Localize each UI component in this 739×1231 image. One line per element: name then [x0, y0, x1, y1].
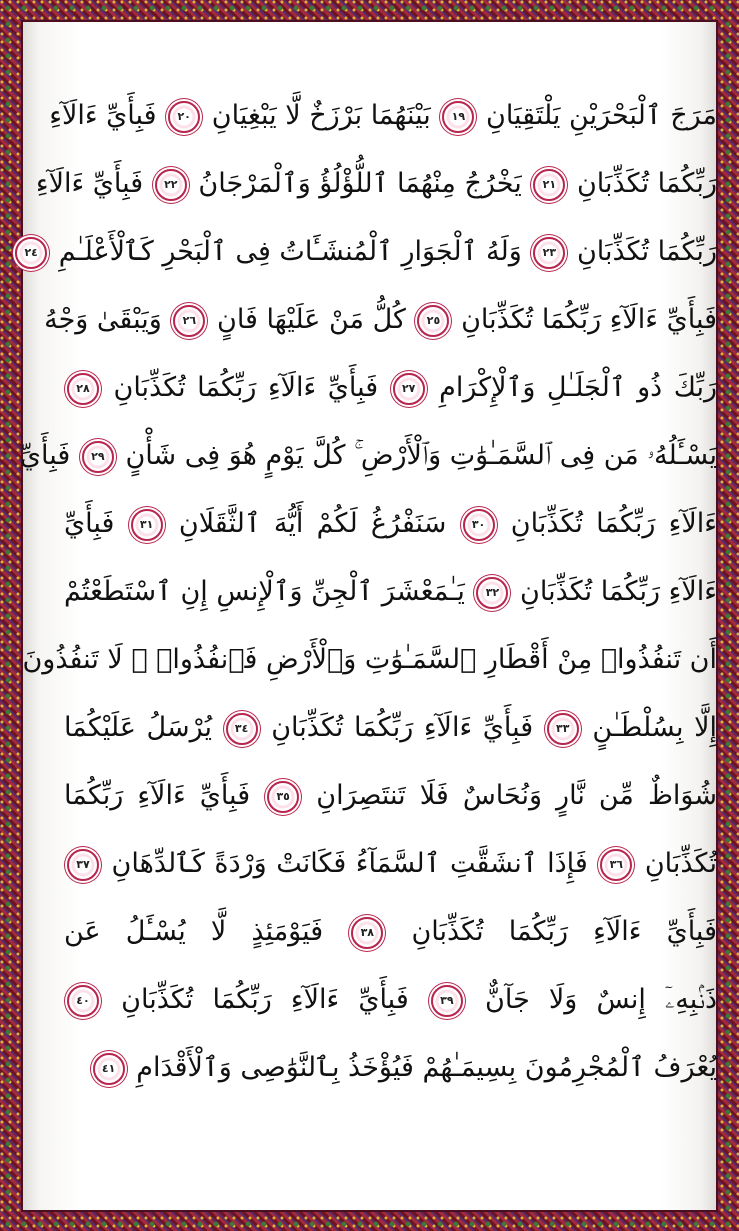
ayah-number: ٣٨: [360, 926, 375, 939]
ayah-number-marker: [442, 101, 474, 133]
verse-segment: سَنَفْرُغُ لَكُمْ أَيُّهَ ٱلثَّقَلَانِ: [178, 508, 447, 539]
verse-segment: فَبِأَيِّ ءَالَآءِ: [35, 168, 144, 199]
mushaf-page: [21, 20, 718, 1212]
verse-segment: أَن تَنفُذُوا۟ مِنْ أَقْطَارِ ٱلسَّمَـٰوَٰتِ وَٱلْأَرْضِ فَٱنفُذُوا۟ ۚ لَا تَنفُذُونَ: [22, 644, 717, 675]
ayah-number-marker: [168, 101, 200, 133]
ayah-number: ٣٢: [485, 586, 500, 599]
verse-segment: شُوَاظٌ مِّن نَّارٍ وَنُحَاسٌ فَلَا تَنتَصِرَانِ: [316, 780, 717, 811]
ayah-number: ٢٣: [542, 246, 557, 259]
ayah-number: ٢٦: [182, 314, 197, 327]
ayah-number: ٢٠: [177, 110, 191, 123]
ayah-number: ٢٢: [164, 178, 178, 191]
verse-segment: فَبِأَيِّ: [64, 508, 115, 539]
verse-segment: يُعْرَفُ ٱلْمُجْرِمُونَ بِسِيمَـٰهُمْ فَيُؤْخَذُ بِٱلنَّوَٰصِى وَٱلْأَقْدَامِ: [136, 1052, 717, 1083]
ayah-number: ٣٦: [609, 858, 623, 871]
ayah-number: ٢١: [542, 178, 557, 191]
ayah-number: ٣٥: [276, 790, 290, 803]
verse-segment: يَخْرُجُ مِنْهُمَا ٱللُّؤْلُؤُ وَٱلْمَرْجَانُ: [198, 168, 522, 199]
text-line: [49, 82, 717, 150]
verse-segment: رَبِّكُمَا تُكَذِّبَانِ: [576, 168, 717, 199]
verse-segment: فَبِأَيِّ: [19, 440, 71, 471]
verse-segment: بَيْنَهُمَا بَرْزَخٌ لَّا يَبْغِيَانِ: [211, 100, 431, 131]
verse-segment: إِلَّا بِسُلْطَـٰنٍ: [592, 712, 717, 743]
text-line: [22, 626, 717, 694]
verse-segment: فَبِأَيِّ ءَالَآءِ رَبِّكُمَا: [64, 780, 251, 811]
ayah-number: ٢٥: [426, 314, 441, 327]
verse-segment: وَلَهُ ٱلْجَوَارِ ٱلْمُنشَـَٔاتُ فِى ٱلْبَحْرِ كَٱلْأَعْلَـٰمِ: [58, 236, 522, 267]
ayah-number-marker: [431, 985, 463, 1017]
ayah-number-marker: [173, 305, 205, 337]
ayah-number-marker: [15, 237, 47, 269]
text-line: [64, 354, 717, 422]
ayah-number-marker: [600, 849, 632, 881]
text-line: [64, 898, 717, 966]
verse-text-block: [19, 82, 717, 1102]
ayah-number-marker: [463, 509, 495, 541]
ayah-number: ٢٧: [401, 382, 416, 395]
ayah-number-marker: [67, 985, 99, 1017]
ayah-number-marker: [393, 373, 425, 405]
verse-segment: فَبِأَيِّ ءَالَآءِ رَبِّكُمَا تُكَذِّبَانِ: [411, 916, 717, 947]
verse-segment: فَيَوْمَئِذٍ لَّا يُسْـَٔلُ عَن: [64, 916, 324, 947]
verse-segment: رَبِّكَ ذُو ٱلْجَلَـٰلِ وَٱلْإِكْرَامِ: [439, 372, 717, 403]
verse-segment: فَبِأَيِّ ءَالَآءِ رَبِّكُمَا تُكَذِّبَانِ: [121, 984, 409, 1015]
ayah-number-marker: [417, 305, 449, 337]
ayah-number: ٣٩: [440, 994, 454, 1007]
verse-segment: تُكَذِّبَانِ: [644, 848, 717, 879]
verse-segment: رَبِّكُمَا تُكَذِّبَانِ: [576, 236, 717, 267]
ayah-number-marker: [547, 713, 579, 745]
verse-segment: فَبِأَيِّ ءَالَآءِ: [49, 100, 157, 131]
ayah-number: ٢٨: [76, 382, 90, 395]
text-line: [35, 150, 717, 218]
ayah-number-marker: [82, 441, 114, 473]
verse-segment: ذَنۢبِهِۦٓ إِنسٌ وَلَا جَآنٌّ: [485, 984, 717, 1015]
ayah-number-marker: [67, 373, 99, 405]
ayah-number-marker: [93, 1053, 125, 1085]
ayah-number: ٤١: [101, 1062, 116, 1075]
ayah-number-marker: [476, 577, 508, 609]
text-line: [64, 558, 717, 626]
text-line: [64, 762, 717, 830]
text-line: [64, 966, 717, 1034]
ayah-number: ٣١: [139, 518, 154, 531]
ayah-number-marker: [533, 169, 565, 201]
ayah-number: ٣٤: [234, 722, 249, 735]
ayah-number: ٣٣: [556, 722, 570, 735]
verse-segment: فَبِأَيِّ ءَالَآءِ رَبِّكُمَا تُكَذِّبَانِ: [271, 712, 534, 743]
ayah-number-marker: [155, 169, 187, 201]
text-line: [64, 1034, 717, 1102]
verse-segment: فَإِذَا ٱنشَقَّتِ ٱلسَّمَآءُ فَكَانَتْ وَرْدَةً كَٱلدِّهَانِ: [111, 848, 588, 879]
ayah-number-marker: [267, 781, 299, 813]
ayah-number: ٢٩: [91, 450, 105, 463]
verse-segment: كُلُّ مَنْ عَلَيْهَا فَانٍ: [216, 304, 406, 335]
ayah-number: ٢٤: [24, 246, 38, 259]
ayah-number: ٣٠: [471, 518, 486, 531]
verse-segment: يَسْـَٔلُهُۥ مَن فِى ٱلسَّمَـٰوَٰتِ وَٱلْأَرْضِ ۚ كُلَّ يَوْمٍ هُوَ فِى شَأْنٍ: [125, 440, 717, 471]
ayah-number: ٣٧: [76, 858, 90, 871]
ayah-number-marker: [131, 509, 163, 541]
verse-segment: يُرْسَلُ عَلَيْكُمَا: [64, 712, 213, 743]
ayah-number-marker: [67, 849, 99, 881]
ayah-number-marker: [533, 237, 565, 269]
verse-segment: يَـٰمَعْشَرَ ٱلْجِنِّ وَٱلْإِنسِ إِنِ ٱسْتَطَعْتُمْ: [64, 576, 465, 607]
ayah-number: ٤٠: [76, 994, 90, 1007]
verse-segment: وَيَبْقَىٰ وَجْهُ: [44, 304, 162, 335]
ayah-number-marker: [351, 917, 383, 949]
verse-segment: ءَالَآءِ رَبِّكُمَا تُكَذِّبَانِ: [520, 576, 717, 607]
verse-segment: فَبِأَيِّ ءَالَآءِ رَبِّكُمَا تُكَذِّبَانِ: [461, 304, 717, 335]
verse-segment: فَبِأَيِّ ءَالَآءِ رَبِّكُمَا تُكَذِّبَانِ: [113, 372, 379, 403]
text-line: [64, 490, 717, 558]
verse-segment: مَرَجَ ٱلْبَحْرَيْنِ يَلْتَقِيَانِ: [485, 100, 717, 131]
text-line: [64, 830, 717, 898]
ayah-number-marker: [226, 713, 258, 745]
text-line: [24, 218, 717, 286]
ayah-number: ١٩: [451, 110, 466, 123]
text-line: [44, 286, 717, 354]
verse-segment: ءَالَآءِ رَبِّكُمَا تُكَذِّبَانِ: [510, 508, 717, 539]
text-line: [64, 694, 717, 762]
text-line: [19, 422, 717, 490]
